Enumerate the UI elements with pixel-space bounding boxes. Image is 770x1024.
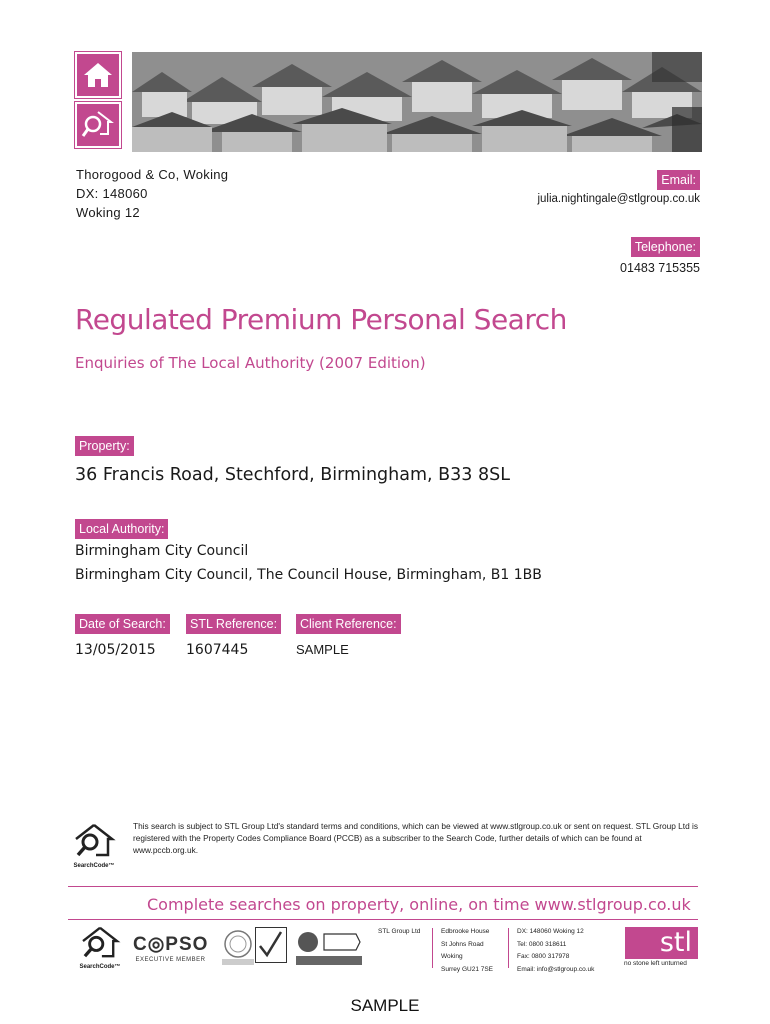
magnifier-house-icon xyxy=(80,108,116,142)
house-icon xyxy=(81,60,115,90)
footer-contact-line: DX: 148060 Woking 12 xyxy=(517,928,584,935)
searchcode-label: SearchCode™ xyxy=(73,863,115,869)
trading-standards-badge xyxy=(296,928,362,971)
copso-logo xyxy=(133,933,208,963)
stl-logo-text: stl xyxy=(659,927,692,958)
property-label: Property: xyxy=(75,436,134,456)
footer-address xyxy=(441,926,493,976)
date-of-search-label: Date of Search: xyxy=(75,614,170,634)
document-subtitle: Enquiries of The Local Authority (2007 Edition) xyxy=(75,354,426,372)
home-icon-tile xyxy=(75,52,121,98)
iso-certification-badge xyxy=(218,928,258,971)
telephone-block xyxy=(620,237,700,275)
sender-line: DX: 148060 xyxy=(76,186,148,201)
searchcode-footer-icon xyxy=(76,925,124,959)
iso-badge-icon xyxy=(218,928,258,966)
date-of-search-value: 13/05/2015 xyxy=(75,642,156,658)
stl-reference-block xyxy=(186,614,281,658)
local-authority-label: Local Authority: xyxy=(75,519,168,539)
searchcode-house-icon xyxy=(70,822,118,858)
date-of-search-block xyxy=(75,614,170,658)
trading-standards-icon xyxy=(296,928,362,966)
copso-text: C◎PSO xyxy=(133,934,209,955)
footer-address-line: Woking xyxy=(441,953,463,960)
divider-bottom xyxy=(68,919,698,920)
footer-address-line: St Johns Road xyxy=(441,940,484,948)
document-title: Regulated Premium Personal Search xyxy=(75,303,567,336)
footer-company: STL Group Ltd xyxy=(378,928,421,935)
client-reference-label: Client Reference: xyxy=(296,614,401,634)
email-block xyxy=(537,170,700,205)
local-authority-address: Birmingham City Council, The Council House, Birmingham, B1 1BB xyxy=(75,567,542,583)
footer-contact-line: Tel: 0800 318611 xyxy=(517,940,567,948)
footer-address-line: Surrey GU21 7SE xyxy=(441,965,494,973)
local-authority-name: Birmingham City Council xyxy=(75,543,249,559)
stl-reference-value: 1607445 xyxy=(186,642,249,658)
email-value: julia.nightingale@stlgroup.co.uk xyxy=(537,193,700,205)
sender-line: Woking 12 xyxy=(76,205,140,220)
footer-contact xyxy=(517,926,594,976)
copso-subtext: EXECUTIVE MEMBER xyxy=(135,957,206,963)
searchcode-footer-label: SearchCode™ xyxy=(79,964,121,970)
terms-text: This search is subject to STL Group Ltd's standard terms and conditions, which can be viewed at www.stlgroup.co.uk or sent on request. STL Group Ltd is registered with the Property Codes Compliance Board (PCCB) as a subscriber to the Search Code, further details of which can be found at www.pccb.org.uk. xyxy=(133,821,698,855)
property-address: 36 Francis Road, Stechford, Birmingham, B33 8SL xyxy=(75,465,510,485)
searchcode-footer-logo xyxy=(72,925,128,970)
footer-separator xyxy=(508,928,509,968)
searchcode-logo xyxy=(68,822,120,869)
email-label: Email: xyxy=(657,170,700,190)
footer-contact-line: Email: info@stlgroup.co.uk xyxy=(517,965,595,973)
client-reference-block xyxy=(296,614,401,657)
footer-separator xyxy=(432,928,433,968)
checkmark-badge xyxy=(255,927,287,963)
sender-line: Thorogood & Co, Woking xyxy=(76,167,229,182)
stl-logo xyxy=(625,927,698,959)
search-property-icon-tile xyxy=(75,102,121,148)
rooftops-photo xyxy=(132,52,702,152)
stl-reference-label: STL Reference: xyxy=(186,614,281,634)
sender-address xyxy=(76,165,228,222)
telephone-value: 01483 715355 xyxy=(620,261,700,275)
tagline: Complete searches on property, online, on time www.stlgroup.co.uk xyxy=(147,895,691,914)
local-authority-details xyxy=(75,539,542,587)
telephone-label: Telephone: xyxy=(631,237,700,257)
footer-contact-line: Fax: 0800 317978 xyxy=(517,953,570,960)
local-authority-block xyxy=(75,519,168,539)
footer-address-line: Edbrooke House xyxy=(441,928,490,935)
divider-top xyxy=(68,886,698,887)
checkmark-icon xyxy=(256,928,285,961)
stl-tagline: no stone left unturned xyxy=(624,960,687,967)
client-reference-value: SAMPLE xyxy=(296,642,349,657)
property-block xyxy=(75,436,134,456)
sample-watermark: SAMPLE xyxy=(350,996,420,1015)
